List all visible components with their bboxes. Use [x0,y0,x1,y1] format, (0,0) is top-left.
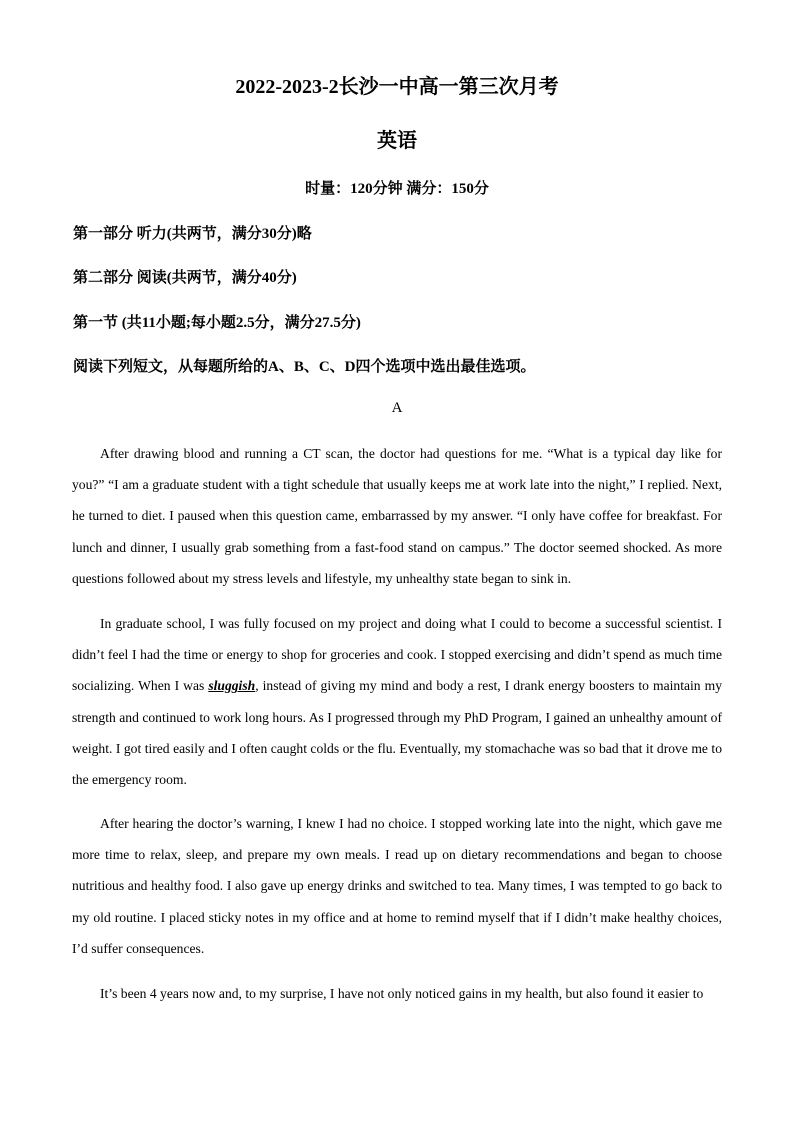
passage-paragraph-3: After hearing the doctor’s warning, I knew I had no choice. I stopped working late into the night, which gave me more time to relax, sleep, and prepare my own meals. I read up on dietary recommendations and began to choose nutritious and healthy food. I also gave up energy drinks and switched to tea. Many times, I was tempted to go back to my old routine. I placed sticky notes in my office and at home to remind myself that if I didn’t make healthy choices, I’d suffer consequences. [72,816,722,956]
part1-heading: 第一部分 听力(共两节，满分30分)略 [73,226,312,242]
section1-heading: 第一节 (共11小题;每小题2.5分，满分27.5分) [73,315,361,331]
passage-paragraph-2 [72,608,722,795]
paragraph-2-text-before: In graduate school, I was fully focused on my project and doing what I could to become a successful scientist. I didn’t feel I had the time or energy to shop for groceries and cook. I stopped exercising and didn’t spend as much time socializing. When I was [72,616,722,694]
passage-paragraph-1: After drawing blood and running a CT scan, the doctor had questions for me. “What is a typical day like for you?” “I am a graduate student with a tight schedule that usually keeps me at work late into the night,” I replied. Next, he turned to diet. I paused when this question came, embarrassed by my answer. “I only have coffee for breakfast. For lunch and dinner, I usually grab something from a fast-food stand on campus.” The doctor seemed shocked. As more questions followed about my stress levels and lifestyle, my unhealthy state began to sink in. [72,446,722,586]
time-score-info: 时量：120分钟 满分：150分 [305,181,489,197]
passage-label: A [391,400,403,416]
paragraph-2-text-after: , instead of giving my mind and body a rest, I drank energy boosters to maintain my strength and continued to work long hours. As I progressed through my PhD Program, I gained an unhealthy amount of weight. I got tired easily and I often caught colds or the flu. Eventually, my stomachache was so bad that it drove me to the emergency room. [72,678,722,788]
reading-instruction: 阅读下列短文，从每题所给的A、B、C、D四个选项中选出最佳选项。 [73,359,536,375]
vocabulary-keyword: sluggish [208,678,256,694]
subject-title: 英语 [377,130,417,152]
passage-paragraph-4: It’s been 4 years now and, to my surprise, I have not only noticed gains in my health, but also found it easier to [100,986,704,1001]
exam-title: 2022-2023-2长沙一中高一第三次月考 [235,76,559,98]
part2-heading: 第二部分 阅读(共两节，满分40分) [73,270,297,286]
